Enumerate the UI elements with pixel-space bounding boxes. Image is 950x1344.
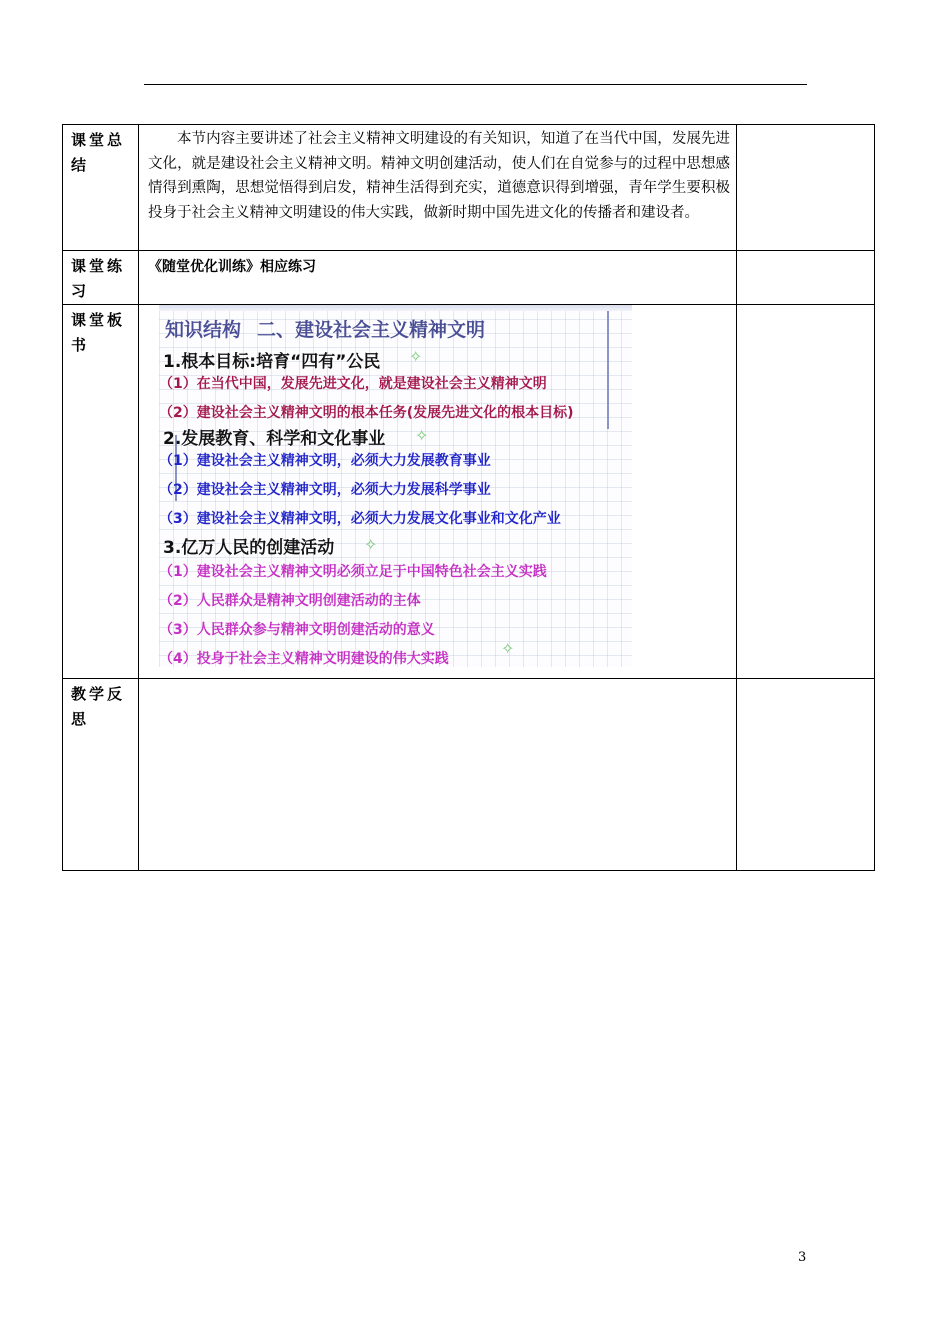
section-2-item: （3）建设社会主义精神文明，必须大力发展文化事业和文化产业: [159, 511, 561, 527]
header-rule: [144, 84, 807, 85]
board-title-left: 知识结构: [165, 319, 242, 341]
board-decor-line: [607, 311, 609, 429]
board-title: [165, 315, 485, 342]
section-heading-2: 2.发展教育、科学和文化事业: [163, 429, 386, 449]
row-label-reflection: 教学反思: [63, 679, 139, 871]
row-reflection: [63, 679, 875, 871]
row-board: [63, 305, 875, 679]
section-2-item: （1）建设社会主义精神文明，必须大力发展教育事业: [159, 453, 491, 469]
reflection-cell[interactable]: [139, 679, 737, 871]
sparkle-icon: ✧: [501, 639, 515, 658]
board-title-right: 二、建设社会主义精神文明: [257, 319, 486, 341]
section-2-item: （2）建设社会主义精神文明，必须大力发展科学事业: [159, 482, 491, 498]
section-1-item: （1）在当代中国，发展先进文化，就是建设社会主义精神文明: [159, 376, 547, 392]
page-number: 3: [798, 1250, 807, 1265]
sparkle-icon: ✧: [364, 535, 378, 554]
board-top-bar: [159, 305, 632, 311]
section-3-item: （2）人民群众是精神文明创建活动的主体: [159, 593, 421, 609]
row-label-practice: 课堂练习: [63, 251, 139, 305]
sparkle-icon: ✧: [415, 426, 429, 445]
summary-cell: [139, 125, 737, 251]
notes-cell-practice: [737, 251, 875, 305]
sparkle-icon: ✧: [409, 347, 423, 366]
row-summary: [63, 125, 875, 251]
board-cell: [139, 305, 737, 679]
notes-cell-summary: [737, 125, 875, 251]
section-3-item: （1）建设社会主义精神文明必须立足于中国特色社会主义实践: [159, 564, 547, 580]
lesson-table: [62, 124, 875, 871]
section-3-item: （3）人民群众参与精神文明创建活动的意义: [159, 622, 435, 638]
notes-cell-board: [737, 305, 875, 679]
section-1-item: （2）建设社会主义精神文明的根本任务(发展先进文化的根本目标): [159, 405, 574, 421]
practice-text: 《随堂优化训练》相应练习: [139, 251, 737, 305]
section-3-item: （4）投身于社会主义精神文明建设的伟大实践: [159, 651, 449, 667]
row-practice: [63, 251, 875, 305]
section-heading-1: 1.根本目标:培育“四有”公民: [163, 352, 381, 372]
summary-text: 本节内容主要讲述了社会主义精神文明建设的有关知识，知道了在当代中国，发展先进文化，就是建设社会主义精神文明。精神文明创建活动，使人们在自觉参与的过程中思想感情得到熏陶，思想觉悟得到启发，精神生活得到充实，道德意识得到增强，青年学生要积极投身于社会主义精神文明建设的伟大实践，做新时期中国先进文化的传播者和建设者。: [148, 131, 730, 221]
notes-cell-reflection: [737, 679, 875, 871]
row-label-summary: 课堂总结: [63, 125, 139, 251]
row-label-board: 课堂板书: [63, 305, 139, 679]
section-heading-3: 3.亿万人民的创建活动: [163, 538, 335, 558]
board-image: [159, 305, 632, 667]
